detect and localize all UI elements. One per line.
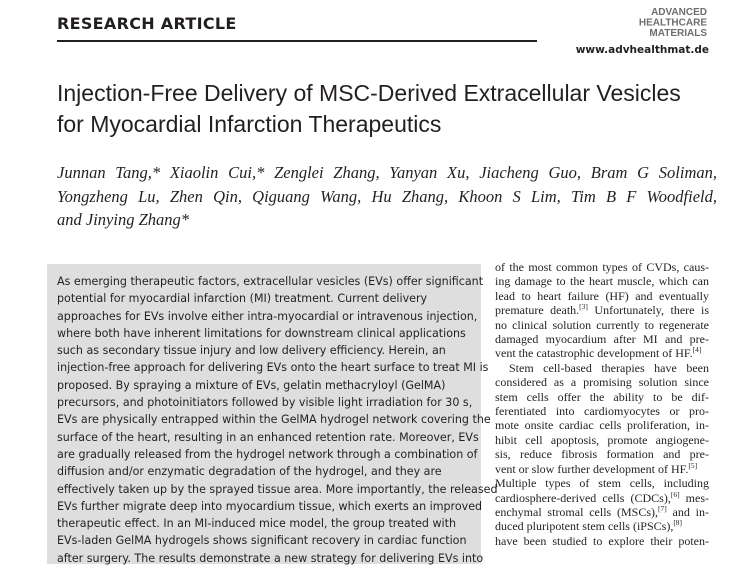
body-line bbox=[495, 274, 709, 288]
title-line: Injection-Free Delivery of MSC-Derived Extracellular Vesicles bbox=[57, 80, 681, 106]
body-line-text: enchymal stromal cells (MSCs), bbox=[495, 504, 659, 519]
abstract-line: are gradually released from the hydrogel network through a combination of bbox=[57, 447, 478, 461]
body-line-text: Unfortunately, there is bbox=[587, 303, 709, 318]
body-line bbox=[495, 418, 709, 432]
body-line bbox=[495, 534, 709, 548]
author-line: Junnan Tang,* Xiaolin Cui,* Zenglei Zhang, Yanyan Xu, Jiacheng Guo, Bram G Soliman, bbox=[57, 163, 717, 182]
body-line-text: and in- bbox=[666, 504, 710, 519]
body-line-text: vent or slow further development of HF. bbox=[495, 461, 689, 476]
abstract-line: proposed. By spraying a mixture of EVs, gelatin methacryloyl (GelMA) bbox=[57, 378, 446, 392]
body-line-text: no clinical solution currently to regenerate bbox=[495, 317, 709, 332]
body-line-text: sis, reduce fibrosis formation and pre- bbox=[495, 447, 709, 462]
abstract-line: diffusion and/or enzymatic degradation of the hydrogel, and they are bbox=[57, 465, 442, 479]
body-line bbox=[495, 462, 709, 476]
body-line-text: cardiosphere-derived cells (CDCs), bbox=[495, 490, 671, 505]
body-column bbox=[495, 260, 709, 548]
body-line-text: hibit cell apoptosis, promote angiogene- bbox=[495, 432, 709, 447]
abstract-line: surface of the heart, resulting in an enhanced retention rate. Moreover, EVs bbox=[57, 430, 479, 444]
body-line bbox=[495, 390, 709, 404]
body-line-text: Stem cell-based therapies have been bbox=[509, 360, 709, 375]
body-line-text: mes- bbox=[679, 490, 710, 505]
abstract-line: therapeutic effect. In an MI-induced mice model, the group treated with bbox=[57, 517, 457, 531]
body-line bbox=[495, 260, 709, 274]
body-line bbox=[495, 476, 709, 490]
body-line bbox=[495, 404, 709, 418]
abstract-line: precursors, and photoinitiators followed by visible light irradiation for 30 s, bbox=[57, 396, 473, 410]
body-line bbox=[495, 289, 709, 303]
body-line-text: mote onsite cardiac cells proliferation, in- bbox=[495, 418, 709, 433]
body-line-text: lead to heart failure (HF) and eventually bbox=[495, 288, 709, 303]
abstract-line: such as secondary tissue injury and low delivery efficiency. Herein, an bbox=[57, 344, 446, 358]
body-line-text: Multiple types of stem cells, including bbox=[495, 476, 709, 491]
body-line bbox=[495, 318, 709, 332]
body-line bbox=[495, 361, 709, 375]
abstract-line: approaches for EVs involve either intra-myocardial or intravenous injection, bbox=[57, 309, 478, 323]
body-line bbox=[495, 433, 709, 447]
body-line bbox=[495, 505, 709, 519]
abstract-text bbox=[57, 273, 498, 567]
article-title bbox=[57, 78, 727, 140]
article-type-label: RESEARCH ARTICLE bbox=[57, 14, 237, 33]
author-line: and Jinying Zhang* bbox=[57, 210, 189, 229]
journal-url[interactable]: www.advhealthmat.de bbox=[575, 44, 709, 56]
body-line bbox=[495, 332, 709, 346]
journal-logo-line-1: ADVANCED bbox=[651, 7, 707, 18]
author-line: Yongzheng Lu, Zhen Qin, Qiguang Wang, Hu Zhang, Khoon S Lim, Tim B F Woodfield, bbox=[57, 186, 717, 206]
abstract-line: potential for myocardial infarction (MI) treatment. Current delivery bbox=[57, 292, 428, 306]
body-line-text: ing damage to the heart muscle, which can bbox=[495, 274, 709, 289]
abstract-line: after surgery. The results demonstrate a new strategy for delivering EVs into bbox=[57, 551, 484, 565]
body-line-text: premature death. bbox=[495, 303, 580, 318]
abstract-line: effectively taken up by the sprayed tissue area. More importantly, the released bbox=[57, 482, 498, 496]
body-line-text: of the most common types of CVDs, caus- bbox=[495, 260, 709, 274]
abstract-line: EVs-laden GelMA hydrogels shows significant recovery in cardiac function bbox=[57, 534, 467, 548]
abstract-line: where both have inherent limitations for downstream clinical applications bbox=[57, 326, 466, 340]
citation-ref[interactable]: [5] bbox=[688, 460, 698, 470]
body-line-text: ferentiated into cardiomyocytes or pro- bbox=[495, 404, 709, 419]
body-line bbox=[495, 375, 709, 389]
body-line bbox=[495, 346, 709, 360]
journal-logo bbox=[589, 6, 709, 38]
body-line-text: duced pluripotent stem cells (iPSCs), bbox=[495, 519, 674, 534]
body-line-text: vent the catastrophic development of HF. bbox=[495, 346, 693, 361]
citation-ref[interactable]: [3] bbox=[579, 302, 588, 312]
abstract-line: EVs further migrate deep into myocardium tissue, which exerts an improved bbox=[57, 499, 483, 513]
abstract-line: EVs are physically entrapped within the GelMA hydrogel network covering the bbox=[57, 413, 491, 427]
body-line-text: have been studied to explore their poten- bbox=[495, 533, 709, 548]
citation-ref[interactable]: [4] bbox=[692, 345, 702, 355]
author-list bbox=[57, 161, 717, 232]
abstract-line: As emerging therapeutic factors, extracellular vesicles (EVs) offer significant bbox=[57, 275, 484, 288]
header-rule bbox=[57, 40, 537, 42]
journal-logo-line-2: HEALTHCARE bbox=[638, 17, 707, 29]
body-line bbox=[495, 491, 709, 505]
body-line bbox=[495, 519, 709, 533]
body-line-text: stem cells offer the ability to be dif- bbox=[495, 389, 709, 404]
body-line bbox=[495, 447, 709, 461]
citation-ref[interactable]: [8] bbox=[673, 518, 683, 528]
citation-ref[interactable]: [7] bbox=[658, 503, 667, 513]
title-line: for Myocardial Infarction Therapeutics bbox=[57, 111, 442, 137]
abstract-line: injection-free approach for delivering EVs onto the heart surface to treat MI is bbox=[57, 361, 489, 375]
citation-ref[interactable]: [6] bbox=[670, 489, 680, 499]
body-line-text: considered as a promising solution since bbox=[495, 375, 709, 390]
body-line bbox=[495, 303, 709, 317]
body-line-text: damaged myocardium after MI and pre- bbox=[495, 332, 709, 347]
journal-logo-line-3: MATERIALS bbox=[649, 28, 707, 39]
